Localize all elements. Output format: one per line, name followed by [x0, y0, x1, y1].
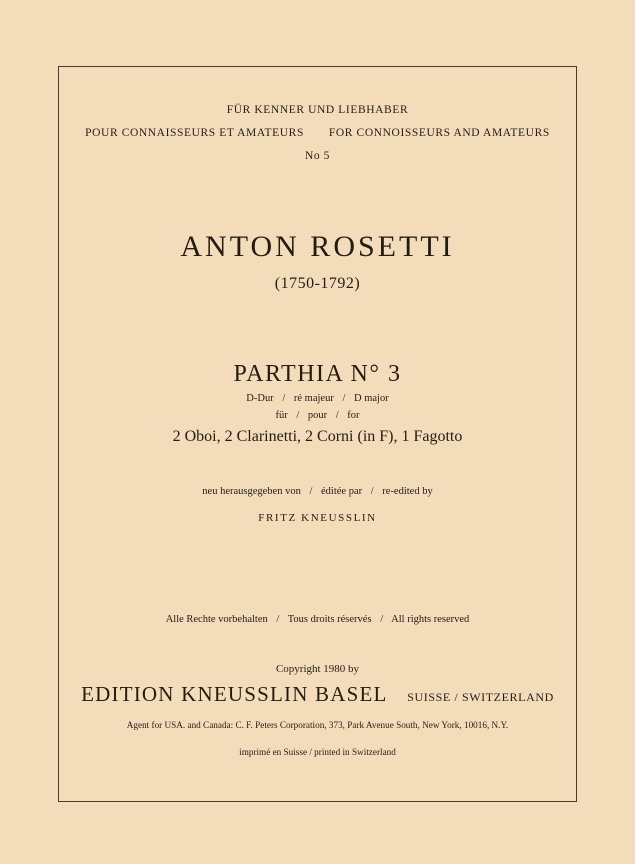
rights-notice	[0, 614, 635, 625]
composer-dates	[0, 275, 635, 293]
publisher-line	[0, 682, 635, 707]
agent-line	[0, 720, 635, 730]
series-number	[0, 150, 635, 162]
editor-name-text: FRITZ KNEUSSLIN	[258, 512, 377, 524]
separator: /	[282, 393, 286, 404]
instrumentation	[0, 428, 635, 446]
key-de: D-Dur	[246, 393, 274, 404]
separator: /	[309, 486, 313, 497]
printed-text: imprimé en Suisse / printed in Switzerland	[239, 747, 396, 757]
work-title-text: PARTHIA N° 3	[233, 361, 402, 387]
editor-name	[0, 512, 635, 524]
for-fr: pour	[307, 410, 328, 421]
rights-en: All rights reserved	[391, 614, 470, 625]
publisher-name: EDITION KNEUSSLIN BASEL	[81, 682, 387, 706]
work-title	[0, 361, 635, 388]
series-line-fr: POUR CONNAISSEURS ET AMATEURS	[85, 127, 304, 139]
series-title-fr-en	[0, 127, 635, 139]
publisher-country: SUISSE / SWITZERLAND	[407, 690, 554, 704]
rights-de: Alle Rechte vorbehalten	[165, 614, 268, 625]
editor-label-de: neu herausgegeben von	[202, 486, 301, 497]
separator: /	[370, 486, 374, 497]
editor-label-en: re-edited by	[382, 486, 433, 497]
printed-line	[0, 747, 635, 757]
separator: /	[296, 410, 300, 421]
separator: /	[276, 614, 280, 625]
for-en: for	[347, 410, 360, 421]
separator: /	[335, 410, 339, 421]
rights-fr: Tous droits réservés	[287, 614, 372, 625]
instrumentation-text: 2 Oboi, 2 Clarinetti, 2 Corni (in F), 1 Fagotto	[172, 428, 463, 445]
series-line-en: FOR CONNOISSEURS AND AMATEURS	[328, 127, 550, 139]
work-key	[0, 393, 635, 404]
composer-name	[0, 230, 635, 264]
composer-dates-text: (1750-1792)	[274, 275, 361, 292]
copyright-line	[0, 663, 635, 675]
separator: /	[380, 614, 384, 625]
composer-name-text: ANTON ROSETTI	[180, 230, 455, 263]
key-fr: ré majeur	[293, 393, 334, 404]
copyright-text: Copyright 1980 by	[275, 663, 360, 675]
work-for	[0, 410, 635, 421]
editor-label-fr: éditée par	[321, 486, 363, 497]
editor-label	[0, 486, 635, 497]
for-de: für	[275, 410, 288, 421]
agent-text: Agent for USA. and Canada: C. F. Peters Corporation, 373, Park Avenue South, New York, 10016, N.Y.	[126, 720, 509, 730]
key-en: D major	[354, 393, 389, 404]
series-line-1: FÜR KENNER UND LIEBHABER	[226, 104, 409, 116]
series-number-text: No 5	[304, 150, 331, 162]
series-title-de	[0, 104, 635, 116]
separator: /	[342, 393, 346, 404]
